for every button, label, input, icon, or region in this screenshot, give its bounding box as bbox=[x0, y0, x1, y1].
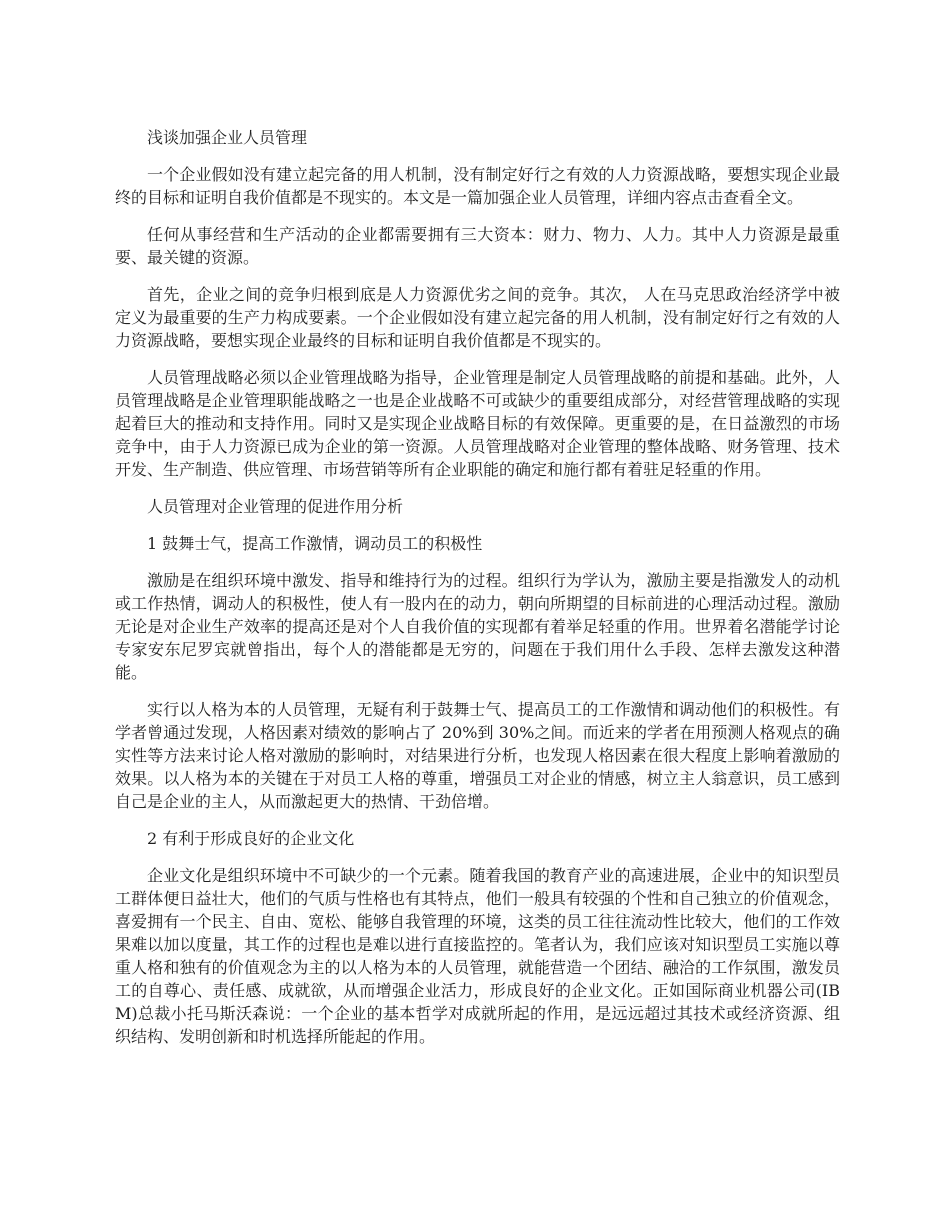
intro-paragraph: 一个企业假如没有建立起完备的用人机制，没有制定好行之有效的人力资源战略，要想实现企业最终的目标和证明自我价值都是不现实的。本文是一篇加强企业人员管理，详细内容点击查看全文。 bbox=[115, 165, 840, 207]
culture-paragraph: 企业文化是组织环境中不可缺少的一个元素。随着我国的教育产业的高速进展，企业中的知识型员工群体便日益壮大，他们的气质与性格也有其特点，他们一般具有较强的个性和自己独立的价值观念，喜爱拥有一个民主、自由、宽松、能够自我管理的环境，这类的员工往往流动性比较大，他们的工作效果难以加以度量，其工作的过程也是难以进行直接监控的。笔者认为，我们应该对知识型员工实施以尊重人格和独有的价值观念为主的以人格为本的人员管理，就能营造一个团结、融洽的工作氛围，激发员工的自尊心、责任感、成就欲，从而增强企业活力，形成良好的企业文化。正如国际商业机器公司(IBM)总裁小托马斯沃森说：一个企业的基本哲学对成就所起的作用，是远远超过其技术或经济资源、组织结构、发明创新和时机选择所能起的作用。 bbox=[115, 866, 840, 1046]
strategy-paragraph: 人员管理战略必须以企业管理战略为指导，企业管理是制定人员管理战略的前提和基础。此外，人员管理战略是企业管理职能战略之一也是企业战略不可或缺少的重要组成部分，对经营管理战略的实现起着巨大的推动和支持作用。同时又是实现企业战略目标的有效保障。更重要的是，在日益激烈的市场竞争中，由于人力资源已成为企业的第一资源。人员管理战略对企业管理的整体战略、财务管理、技术开发、生产制造、供应管理、市场营销等所有企业职能的确定和施行都有着驻足轻重的作用。 bbox=[115, 368, 840, 479]
section-heading: 人员管理对企业管理的促进作用分析 bbox=[147, 497, 404, 516]
competition-paragraph: 首先，企业之间的竞争归根到底是人力资源优劣之间的竞争。其次， 人在马克思政治经济学中被定义为最重要的生产力构成要素。一个企业假如没有建立起完备的用人机制，没有制定好行之有效的人力资源战略，要想实现企业最终的目标和证明自我价值都是不现实的。 bbox=[115, 285, 840, 350]
subsection-1-heading: 1 鼓舞士气，提高工作激情，调动员工的积极性 bbox=[147, 534, 483, 553]
personality-paragraph: 实行以人格为本的人员管理，无疑有利于鼓舞士气、提高员工的工作激情和调动他们的积极性。有学者曾通过发现，人格因素对绩效的影响占了 20%到 30%之间。而近来的学者在用预测人格观点的确实性等方法来讨论人格对激励的影响时，对结果进行分析，也发现人格因素在很大程度上影响着激励的效果。以人格为本的关键在于对员工人格的尊重，增强员工对企业的情感，树立主人翁意识，员工感到自己是企业的主人，从而激起更大的热情、干劲倍增。 bbox=[115, 700, 840, 811]
subsection-2-heading: 2 有利于形成良好的企业文化 bbox=[147, 829, 355, 848]
document-title: 浅谈加强企业人员管理 bbox=[147, 128, 308, 147]
resources-paragraph: 任何从事经营和生产活动的企业都需要拥有三大资本：财力、物力、人力。其中人力资源是最重要、最关键的资源。 bbox=[115, 225, 840, 267]
document-page bbox=[115, 126, 840, 1062]
motivation-paragraph: 激励是在组织环境中激发、指导和维持行为的过程。组织行为学认为，激励主要是指激发人的动机或工作热情，调动人的积极性，使人有一股内在的动力，朝向所期望的目标前进的心理活动过程。激励无论是对企业生产效率的提高还是对个人自我价值的实现都有着举足轻重的作用。世界着名潜能学讨论专家安东尼罗宾就曾指出，每个人的潜能都是无穷的，问题在于我们用什么手段、怎样去激发这种潜能。 bbox=[115, 571, 840, 682]
